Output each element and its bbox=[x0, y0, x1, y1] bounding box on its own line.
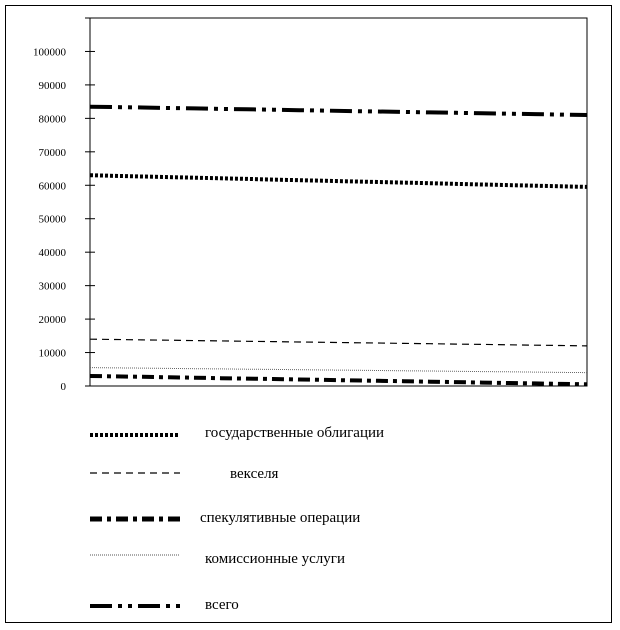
legend-swatch-dash-dot-dot bbox=[85, 592, 185, 622]
y-tick-label: 20000 bbox=[38, 314, 66, 327]
legend-item-speculative bbox=[85, 505, 505, 535]
legend-swatch-dotted bbox=[85, 420, 185, 450]
legend-item-gov-bonds bbox=[85, 420, 505, 450]
legend-swatch-thin-dotted bbox=[85, 546, 185, 576]
legend-label-bills: векселя bbox=[230, 466, 279, 482]
y-tick-label: 100000 bbox=[33, 46, 66, 59]
legend-item-bills bbox=[85, 461, 505, 491]
y-tick-label: 40000 bbox=[38, 247, 66, 260]
y-tick-label: 60000 bbox=[38, 180, 66, 193]
legend-label-speculative: спекулятивные операции bbox=[200, 510, 361, 526]
legend-swatch-dash-dot bbox=[85, 505, 185, 535]
legend-item-commission bbox=[85, 546, 505, 576]
y-tick-label: 0 bbox=[60, 381, 66, 393]
plot-area bbox=[90, 18, 587, 386]
y-tick-label: 50000 bbox=[38, 213, 66, 226]
legend-label-total: всего bbox=[205, 597, 239, 613]
y-ticks bbox=[33, 18, 95, 393]
y-tick-label: 70000 bbox=[38, 146, 66, 159]
legend-item-total bbox=[85, 592, 505, 622]
y-tick-label: 30000 bbox=[38, 280, 66, 293]
y-tick-label: 80000 bbox=[38, 113, 66, 126]
y-tick-label: 10000 bbox=[38, 347, 66, 360]
legend-swatch-dashed bbox=[85, 461, 185, 491]
y-tick-label: 90000 bbox=[38, 79, 66, 92]
legend-label-commission: комиссионные услуги bbox=[205, 551, 345, 567]
legend-label-gov-bonds: государственные облигации bbox=[205, 425, 385, 441]
